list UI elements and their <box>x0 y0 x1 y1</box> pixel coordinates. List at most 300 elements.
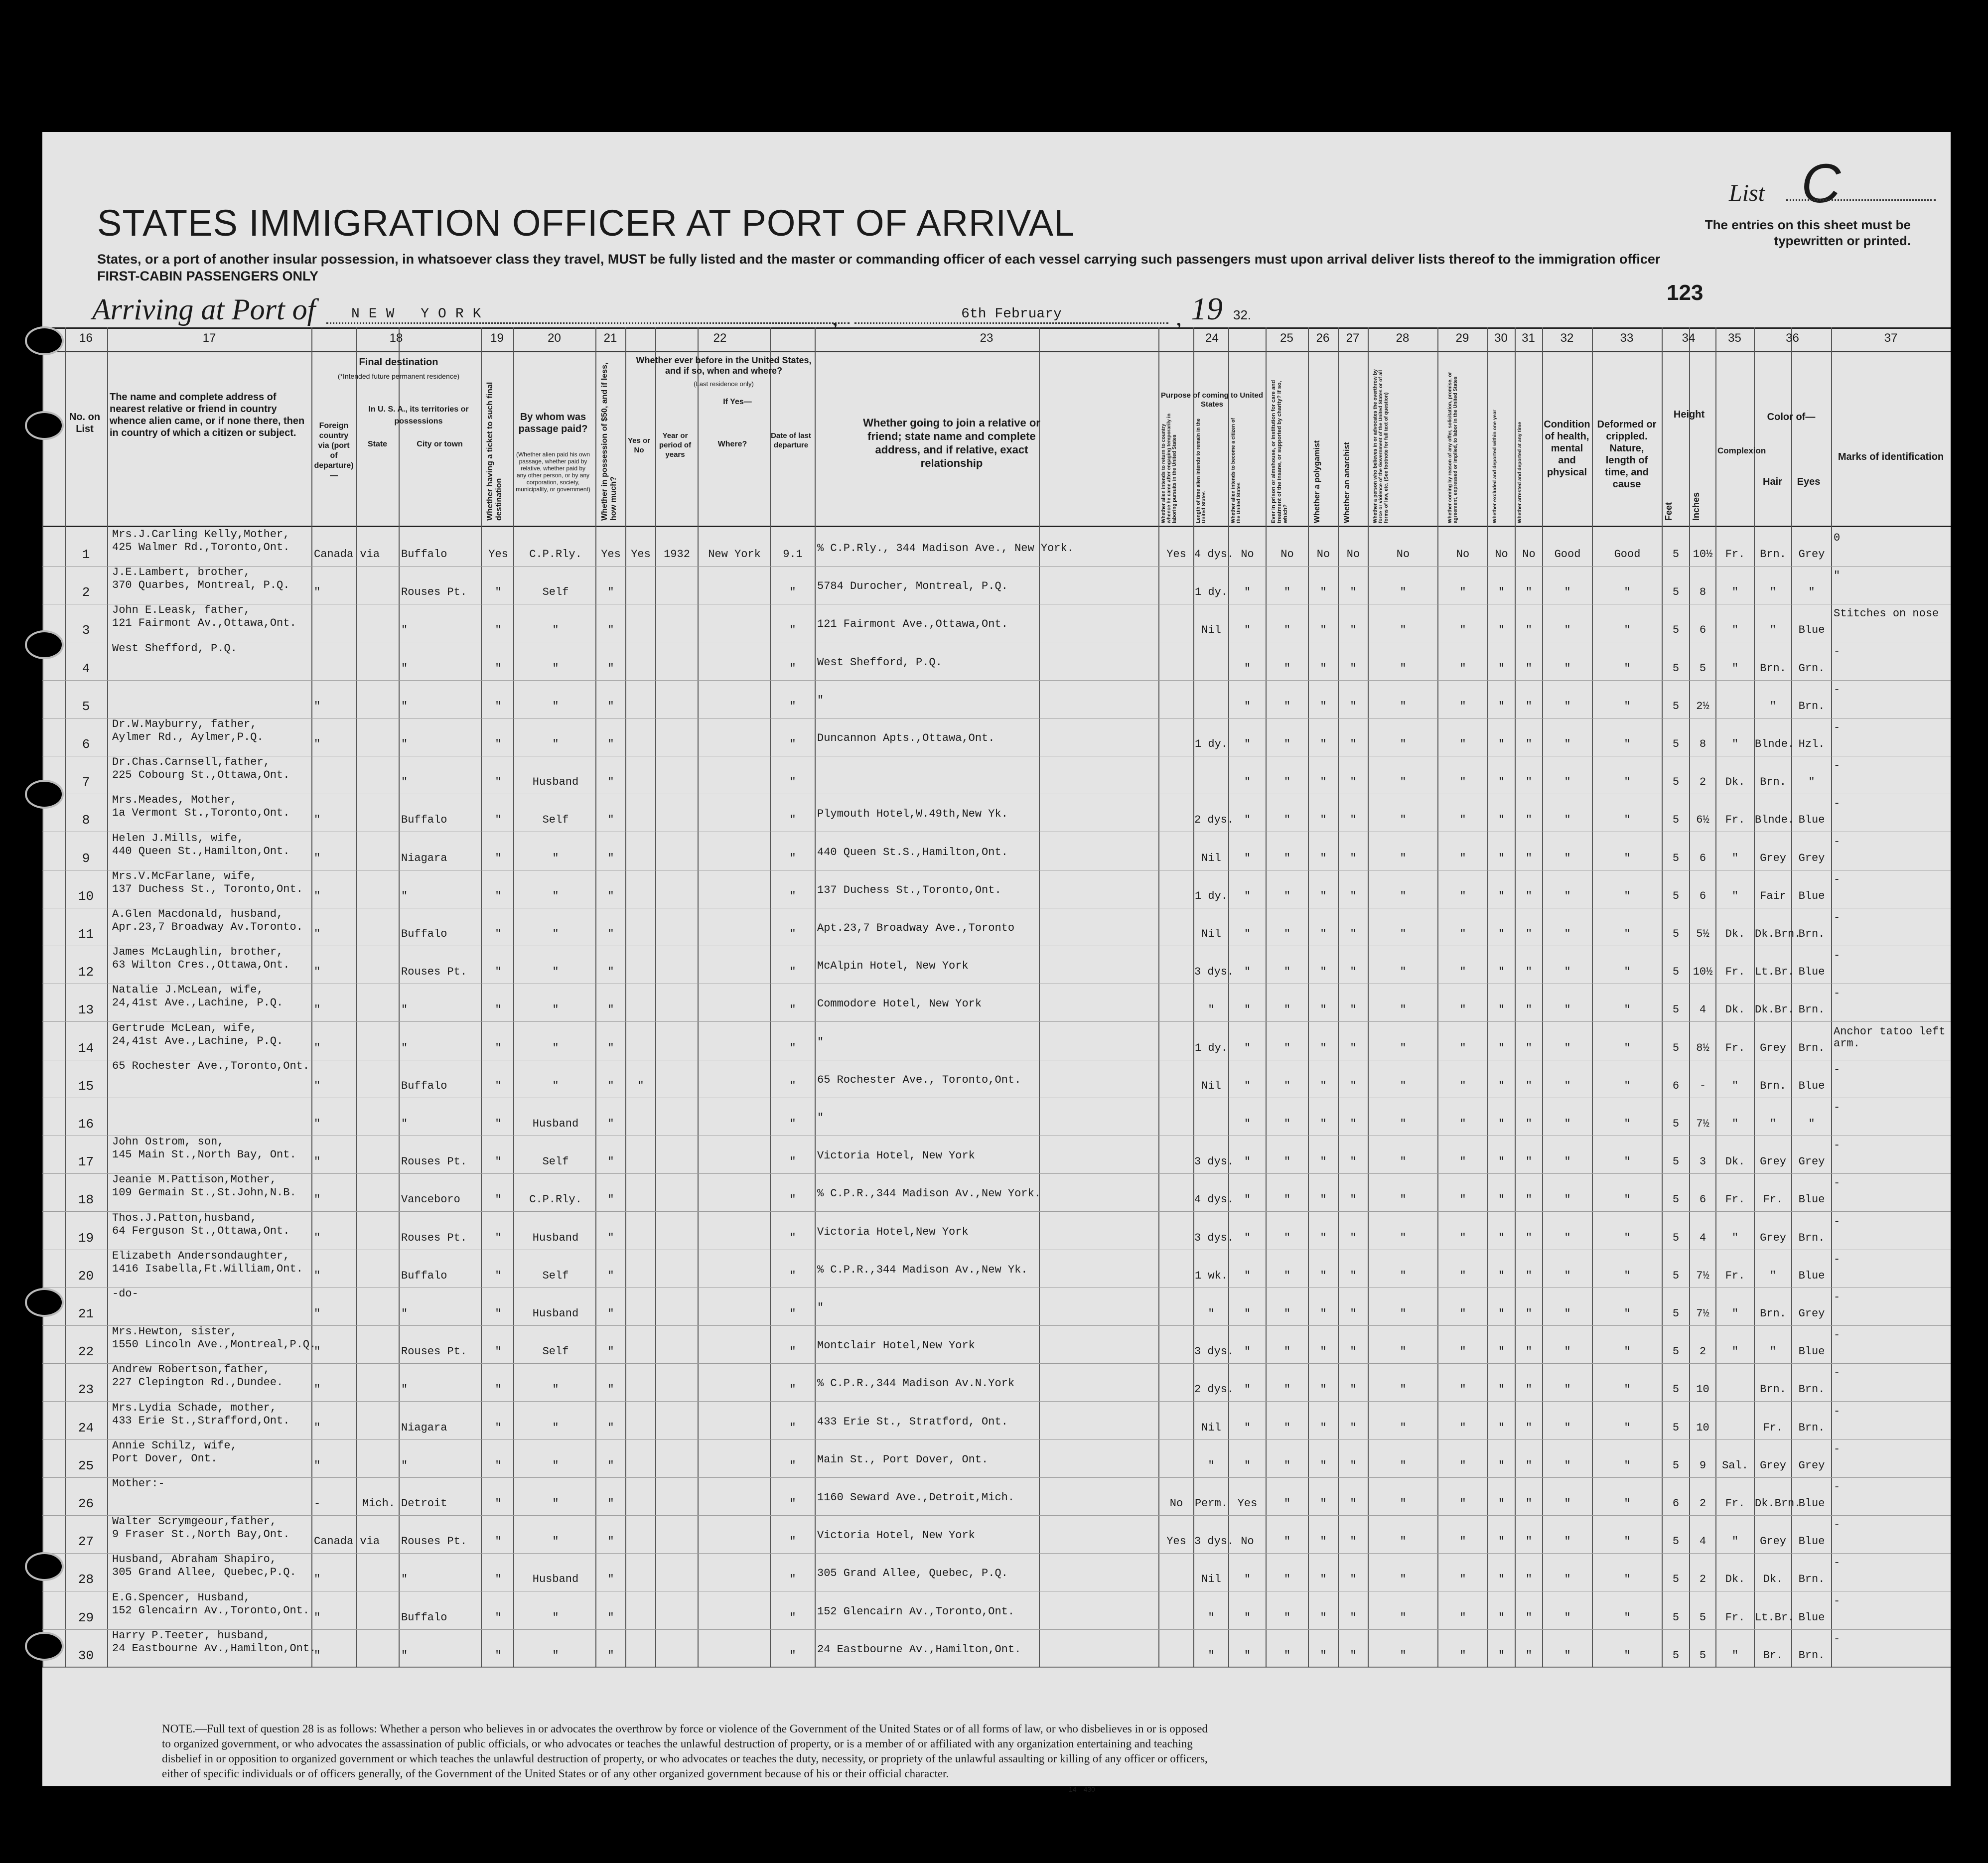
eye-color-cell: Brn. <box>1798 1649 1825 1662</box>
prison-cell: " <box>1283 1118 1291 1130</box>
city-cell: Rouses Pt. <box>401 966 467 979</box>
relative-name-cell: Mrs.J.Carling Kelly,Mother, <box>112 528 290 541</box>
hair-color-cell: Br. <box>1763 1649 1783 1662</box>
excluded-cell: " <box>1498 1573 1505 1586</box>
relative-name-cell: Mrs.Hewton, sister, <box>112 1325 237 1338</box>
polygamist-cell: " <box>1320 738 1327 750</box>
question-28-cell: " <box>1400 1421 1407 1434</box>
purpose-length-cell: 1 dy. <box>1194 586 1228 599</box>
last-departure-cell: " <box>789 1535 796 1548</box>
header-where: Where? <box>717 440 747 448</box>
foreign-country-cell: " <box>314 586 321 599</box>
purpose-citizen-cell: " <box>1244 1307 1251 1320</box>
health-cell: " <box>1564 1003 1571 1016</box>
last-departure-cell: 9.1 <box>783 548 803 561</box>
identification-marks-cell: 0 <box>1834 532 1841 544</box>
identification-marks-cell: - <box>1834 1101 1841 1114</box>
deformed-cell: Good <box>1614 548 1641 561</box>
excluded-cell: " <box>1498 852 1505 864</box>
fifty-dollars-cell: " <box>607 1041 614 1054</box>
eye-color-cell: Brn. <box>1798 1573 1825 1586</box>
hair-color-cell: Fair <box>1760 889 1786 902</box>
last-departure-cell: " <box>789 1079 796 1092</box>
header-last-residence: (Last residence only) <box>694 380 754 388</box>
relative-name-cell: J.E.Lambert, brother, <box>112 566 251 579</box>
question-28-cell: " <box>1400 852 1407 864</box>
prison-cell: " <box>1283 1459 1291 1472</box>
health-cell: " <box>1564 1611 1571 1624</box>
fifty-dollars-cell: " <box>607 1155 614 1168</box>
purpose-return-cell: Yes <box>1166 1535 1186 1548</box>
relative-name-cell: John Ostrom, son, <box>112 1136 224 1148</box>
row-number-cell: 28 <box>78 1572 94 1587</box>
arrested-cell: " <box>1525 852 1533 864</box>
height-feet-cell: 5 <box>1672 776 1680 789</box>
deformed-cell: " <box>1624 1003 1631 1016</box>
arrested-cell: " <box>1525 738 1533 750</box>
height-inches-cell: 10½ <box>1693 548 1713 561</box>
entries-note: The entries on this sheet must be typewritten or printed. <box>1704 217 1911 248</box>
eye-color-cell: Brn. <box>1798 1383 1825 1396</box>
passage-paid-cell: " <box>552 1041 559 1054</box>
city-cell: Niagara <box>401 852 447 864</box>
relative-address-cell: 9 Fraser St.,North Bay,Ont. <box>112 1528 290 1541</box>
passage-paid-cell: Self <box>542 1269 569 1282</box>
header-yes-or-no: Yes or No <box>627 436 651 454</box>
passage-paid-cell: Husband <box>532 1118 579 1130</box>
column-number: 35 <box>1728 331 1741 345</box>
table-row <box>42 1212 1951 1250</box>
ticket-cell: Yes <box>488 548 508 561</box>
complexion-cell: Fr. <box>1725 1193 1745 1206</box>
join-relative-cell: 65 Rochester Ave., Toronto,Ont. <box>817 1073 1021 1086</box>
row-number-cell: 25 <box>78 1458 94 1473</box>
last-departure-cell: " <box>789 624 796 637</box>
header-excluded: Whether excluded and deported within one year <box>1492 410 1498 523</box>
header-hair: Hair <box>1763 476 1782 487</box>
deformed-cell: " <box>1624 1269 1631 1282</box>
labor-offer-cell: " <box>1459 1155 1466 1168</box>
last-departure-cell: " <box>789 1573 796 1586</box>
header-polygamist: Whether a polygamist <box>1313 440 1321 523</box>
punch-hole <box>25 630 64 659</box>
row-number-cell: 7 <box>82 775 90 790</box>
purpose-length-cell: Perm. <box>1194 1497 1228 1510</box>
prison-cell: " <box>1283 624 1291 637</box>
purpose-citizen-cell: No <box>1241 1535 1254 1548</box>
relative-name-cell: -do- <box>112 1288 139 1300</box>
labor-offer-cell: " <box>1459 1421 1466 1434</box>
health-cell: " <box>1564 1155 1571 1168</box>
prison-cell: " <box>1283 814 1291 827</box>
arrested-cell: " <box>1525 1497 1533 1510</box>
purpose-citizen-cell: " <box>1244 662 1251 675</box>
row-number-cell: 8 <box>82 813 90 828</box>
eye-color-cell: Grn. <box>1798 662 1825 675</box>
join-relative-cell: Commodore Hotel, New York <box>817 998 982 1010</box>
fifty-dollars-cell: " <box>607 1345 614 1358</box>
table-row <box>42 1022 1951 1060</box>
excluded-cell: " <box>1498 1459 1505 1472</box>
relative-address-cell: 1416 Isabella,Ft.William,Ont. <box>112 1262 303 1275</box>
comma: , <box>832 304 838 331</box>
polygamist-cell: " <box>1320 1155 1327 1168</box>
punch-hole <box>25 780 64 809</box>
purpose-length-cell: 1 wk. <box>1194 1269 1228 1282</box>
relative-address-cell: Aylmer Rd., Aylmer,P.Q. <box>112 731 264 743</box>
labor-offer-cell: " <box>1459 1118 1466 1130</box>
excluded-cell: " <box>1498 1118 1505 1130</box>
height-feet-cell: 5 <box>1672 889 1680 902</box>
health-cell: " <box>1564 1307 1571 1320</box>
purpose-citizen-cell: " <box>1244 586 1251 599</box>
passage-paid-cell: " <box>552 966 559 979</box>
relative-name-cell: Thos.J.Patton,husband, <box>112 1211 257 1224</box>
anarchist-cell: " <box>1350 1041 1357 1054</box>
prison-cell: " <box>1283 700 1291 713</box>
polygamist-cell: " <box>1320 1193 1327 1206</box>
passage-paid-cell: " <box>552 1649 559 1662</box>
deformed-cell: " <box>1624 928 1631 940</box>
comma: , <box>1176 304 1182 331</box>
header-fifty-dollars: Whether in possession of $50, and if less, how much? <box>600 362 618 521</box>
arrested-cell: " <box>1525 1421 1533 1434</box>
excluded-cell: " <box>1498 700 1505 713</box>
anarchist-cell: " <box>1350 700 1357 713</box>
ticket-cell: " <box>495 1345 502 1358</box>
arrested-cell: " <box>1525 966 1533 979</box>
table-row <box>42 642 1951 681</box>
labor-offer-cell: " <box>1459 1269 1466 1282</box>
city-cell: Rouses Pt. <box>401 586 467 599</box>
city-cell: " <box>401 1459 408 1472</box>
polygamist-cell: " <box>1320 700 1327 713</box>
height-inches-cell: 5 <box>1699 1649 1706 1662</box>
polygamist-cell: " <box>1320 1535 1327 1548</box>
last-departure-cell: " <box>789 1611 796 1624</box>
passage-paid-cell: " <box>552 738 559 750</box>
eye-color-cell: Brn. <box>1798 700 1825 713</box>
passage-paid-cell: Husband <box>532 1573 579 1586</box>
arrested-cell: " <box>1525 1231 1533 1244</box>
passage-paid-cell: Self <box>542 814 569 827</box>
prison-cell: " <box>1283 586 1291 599</box>
city-cell: " <box>401 1649 408 1662</box>
row-number-cell: 2 <box>82 585 90 600</box>
ticket-cell: " <box>495 1573 502 1586</box>
hair-color-cell: Lt.Br. <box>1755 1611 1795 1624</box>
height-inches-cell: 6 <box>1699 1193 1706 1206</box>
health-cell: " <box>1564 1079 1571 1092</box>
anarchist-cell: " <box>1350 662 1357 675</box>
purpose-citizen-cell: " <box>1244 1079 1251 1092</box>
fifty-dollars-cell: " <box>607 1269 614 1282</box>
row-number-cell: 26 <box>78 1496 94 1511</box>
join-relative-cell: 121 Fairmont Ave.,Ottawa,Ont. <box>817 618 1008 631</box>
purpose-citizen-cell: " <box>1244 889 1251 902</box>
eye-color-cell: Grey <box>1798 548 1825 561</box>
relative-name-cell: John E.Leask, father, <box>112 604 251 617</box>
polygamist-cell: " <box>1320 776 1327 789</box>
relative-address-cell: 227 Clepington Rd.,Dundee. <box>112 1376 284 1389</box>
list-label: List <box>1729 180 1765 206</box>
complexion-cell: " <box>1731 1345 1739 1358</box>
ticket-cell: " <box>495 1649 502 1662</box>
fifty-dollars-cell: " <box>607 1383 614 1396</box>
height-inches-cell: 7½ <box>1696 1269 1709 1282</box>
foreign-country-cell: " <box>314 928 321 940</box>
column-number: 19 <box>490 331 504 345</box>
anarchist-cell: " <box>1350 1269 1357 1282</box>
eye-color-cell: Brn. <box>1798 1041 1825 1054</box>
header-marks: Marks of identification <box>1838 451 1944 462</box>
ticket-cell: " <box>495 1269 502 1282</box>
table-row <box>42 718 1951 756</box>
identification-marks-cell: - <box>1834 721 1841 734</box>
hair-color-cell: Brn. <box>1760 1307 1786 1320</box>
punch-hole <box>25 1632 64 1661</box>
polygamist-cell: No <box>1316 548 1330 561</box>
prison-cell: " <box>1283 1193 1291 1206</box>
deformed-cell: " <box>1624 776 1631 789</box>
height-feet-cell: 5 <box>1672 1383 1680 1396</box>
city-cell: " <box>401 1573 408 1586</box>
labor-offer-cell: " <box>1459 1535 1466 1548</box>
hair-color-cell: Brn. <box>1760 1079 1786 1092</box>
hair-color-cell: Fr. <box>1763 1193 1783 1206</box>
excluded-cell: " <box>1498 738 1505 750</box>
purpose-citizen-cell: Yes <box>1237 1497 1258 1510</box>
relative-name-cell: E.G.Spencer, Husband, <box>112 1591 251 1604</box>
complexion-cell: " <box>1731 1649 1739 1662</box>
labor-offer-cell: " <box>1459 586 1466 599</box>
header-final-destination: Final destination <box>359 357 438 368</box>
deformed-cell: " <box>1624 1383 1631 1396</box>
arrested-cell: " <box>1525 1307 1533 1320</box>
health-cell: " <box>1564 1383 1571 1396</box>
excluded-cell: " <box>1498 1079 1505 1092</box>
city-cell: Vanceboro <box>401 1193 460 1206</box>
relative-address-cell: 433 Erie St.,Strafford,Ont. <box>112 1414 290 1427</box>
question-28-cell: " <box>1400 624 1407 637</box>
fifty-dollars-cell: " <box>607 662 614 675</box>
ticket-cell: " <box>495 928 502 940</box>
height-inches-cell: 6 <box>1699 624 1706 637</box>
eye-color-cell: Grey <box>1798 852 1825 864</box>
height-feet-cell: 5 <box>1672 1155 1680 1168</box>
ticket-cell: " <box>495 776 502 789</box>
city-cell: Buffalo <box>401 1079 447 1092</box>
relative-address-cell: 425 Walmer Rd.,Toronto,Ont. <box>112 541 290 554</box>
height-inches-cell: 2 <box>1699 776 1706 789</box>
prison-cell: " <box>1283 966 1291 979</box>
polygamist-cell: " <box>1320 1345 1327 1358</box>
purpose-citizen-cell: " <box>1244 1383 1251 1396</box>
fifty-dollars-cell: " <box>607 586 614 599</box>
deformed-cell: " <box>1624 624 1631 637</box>
purpose-citizen-cell: " <box>1244 814 1251 827</box>
labor-offer-cell: " <box>1459 1231 1466 1244</box>
relative-address-cell: Port Dover, Ont. <box>112 1452 218 1465</box>
eye-color-cell: Hzl. <box>1798 738 1825 750</box>
identification-marks-cell: " <box>1834 570 1841 582</box>
anarchist-cell: " <box>1350 889 1357 902</box>
foreign-country-cell: " <box>314 1421 321 1434</box>
question-28-cell: " <box>1400 1269 1407 1282</box>
column-number: 36 <box>1786 331 1799 345</box>
health-cell: " <box>1564 1459 1571 1472</box>
polygamist-cell: " <box>1320 1003 1327 1016</box>
excluded-cell: No <box>1495 548 1508 561</box>
fifty-dollars-cell: " <box>607 889 614 902</box>
punch-hole <box>25 326 64 355</box>
last-departure-cell: " <box>789 1345 796 1358</box>
relative-address-cell: 63 Wilton Cres.,Ottawa,Ont. <box>112 959 290 972</box>
column-number: 16 <box>79 331 93 345</box>
relative-address-cell: 64 Ferguson St.,Ottawa,Ont. <box>112 1224 290 1237</box>
prison-cell: " <box>1283 928 1291 940</box>
header-height: Height <box>1673 409 1705 420</box>
arrested-cell: No <box>1522 548 1536 561</box>
height-inches-cell: 4 <box>1699 1231 1706 1244</box>
question-28-cell: " <box>1400 1155 1407 1168</box>
polygamist-cell: " <box>1320 1649 1327 1662</box>
prison-cell: " <box>1283 1155 1291 1168</box>
passage-paid-cell: " <box>552 1459 559 1472</box>
anarchist-cell: " <box>1350 1535 1357 1548</box>
city-cell: " <box>401 1041 408 1054</box>
arrested-cell: " <box>1525 1535 1533 1548</box>
question-28-cell: " <box>1400 814 1407 827</box>
identification-marks-cell: - <box>1834 835 1841 848</box>
ticket-cell: " <box>495 1041 502 1054</box>
relative-name-cell: Mrs.Lydia Schade, mother, <box>112 1401 277 1414</box>
join-relative-cell: Victoria Hotel, New York <box>817 1529 975 1542</box>
eye-color-cell: " <box>1808 586 1815 599</box>
polygamist-cell: " <box>1320 814 1327 827</box>
foreign-country-cell: " <box>314 700 321 713</box>
table-row <box>42 1629 1951 1668</box>
height-feet-cell: 5 <box>1672 662 1680 675</box>
health-cell: " <box>1564 1345 1571 1358</box>
deformed-cell: " <box>1624 852 1631 864</box>
relative-name-cell: Jeanie M.Pattison,Mother, <box>112 1173 277 1186</box>
complexion-cell: Dk. <box>1725 1573 1745 1586</box>
height-inches-cell: 10 <box>1696 1383 1709 1396</box>
height-inches-cell: - <box>1699 1079 1706 1092</box>
eye-color-cell: Blue <box>1798 1345 1825 1358</box>
deformed-cell: " <box>1624 586 1631 599</box>
labor-offer-cell: " <box>1459 1041 1466 1054</box>
ticket-cell: " <box>495 1155 502 1168</box>
purpose-citizen-cell: " <box>1244 1459 1251 1472</box>
purpose-citizen-cell: " <box>1244 1421 1251 1434</box>
question-28-cell: " <box>1400 1573 1407 1586</box>
height-feet-cell: 5 <box>1672 1421 1680 1434</box>
anarchist-cell: " <box>1350 776 1357 789</box>
join-relative-cell: 137 Duchess St.,Toronto,Ont. <box>817 883 1001 896</box>
hair-color-cell: Blnde. <box>1755 738 1795 750</box>
city-cell: Niagara <box>401 1421 447 1434</box>
year-cell: 1932 <box>664 548 690 561</box>
fifty-dollars-cell: Yes <box>601 548 621 561</box>
column-number: 30 <box>1494 331 1508 345</box>
header-deformed: Deformed or crippled. Nature, length of time, and cause <box>1597 419 1657 490</box>
purpose-citizen-cell: " <box>1244 1193 1251 1206</box>
hair-color-cell: Grey <box>1760 1459 1786 1472</box>
prison-cell: " <box>1283 1345 1291 1358</box>
row-number-cell: 14 <box>78 1040 94 1056</box>
anarchist-cell: " <box>1350 852 1357 864</box>
relative-address-cell: 24,41st Ave.,Lachine, P.Q. <box>112 997 284 1009</box>
purpose-length-cell: 3 dys. <box>1194 1535 1234 1548</box>
complexion-cell: " <box>1731 1535 1739 1548</box>
eye-color-cell: Blue <box>1798 966 1825 979</box>
height-feet-cell: 5 <box>1672 928 1680 940</box>
table-row <box>42 1250 1951 1288</box>
question-28-cell: " <box>1400 1193 1407 1206</box>
health-cell: " <box>1564 1573 1571 1586</box>
deformed-cell: " <box>1624 1611 1631 1624</box>
arrested-cell: " <box>1525 814 1533 827</box>
header-arrested: Whether arrested and deported at any time <box>1517 422 1523 523</box>
arrested-cell: " <box>1525 1611 1533 1624</box>
height-feet-cell: 5 <box>1672 1118 1680 1130</box>
header-passage-paid-note: (Whether alien paid his own passage, whether paid by relative, whether paid by any other person, or by any corporation, society, municipality, or government) <box>516 451 590 493</box>
question-28-cell: " <box>1400 776 1407 789</box>
fifty-dollars-cell: " <box>607 1573 614 1586</box>
hair-color-cell: Dk.Brn. <box>1755 928 1801 940</box>
purpose-length-cell: 4 dys. <box>1194 548 1234 561</box>
punch-hole <box>25 1288 64 1317</box>
city-cell: " <box>401 776 408 789</box>
anarchist-cell: " <box>1350 814 1357 827</box>
hair-color-cell: " <box>1769 586 1777 599</box>
eye-color-cell: Blue <box>1798 889 1825 902</box>
row-number-cell: 9 <box>82 851 90 866</box>
passage-paid-cell: " <box>552 1003 559 1016</box>
row-number-cell: 10 <box>78 888 94 904</box>
excluded-cell: " <box>1498 889 1505 902</box>
excluded-cell: " <box>1498 1003 1505 1016</box>
complexion-cell: Dk. <box>1725 1003 1745 1016</box>
arrested-cell: " <box>1525 1155 1533 1168</box>
join-relative-cell: 152 Glencairn Av.,Toronto,Ont. <box>817 1605 1015 1618</box>
question-28-cell: " <box>1400 928 1407 940</box>
relative-name-cell: Gertrude McLean, wife, <box>112 1021 257 1034</box>
height-inches-cell: 8½ <box>1696 1041 1709 1054</box>
excluded-cell: " <box>1498 1155 1505 1168</box>
deformed-cell: " <box>1624 814 1631 827</box>
fifty-dollars-cell: " <box>607 738 614 750</box>
purpose-citizen-cell: " <box>1244 776 1251 789</box>
header-bottom-rule <box>42 526 1951 527</box>
height-inches-cell: 6 <box>1699 889 1706 902</box>
complexion-cell: " <box>1731 889 1739 902</box>
deformed-cell: " <box>1624 1307 1631 1320</box>
row-number-cell: 23 <box>78 1382 94 1398</box>
last-departure-cell: " <box>789 1269 796 1282</box>
prison-cell: " <box>1283 852 1291 864</box>
health-cell: " <box>1564 662 1571 675</box>
arrested-cell: " <box>1525 662 1533 675</box>
table-row <box>42 946 1951 984</box>
table-row <box>42 1173 1951 1212</box>
form-number: 14—430 <box>1069 1785 1095 1793</box>
city-cell: Buffalo <box>401 1611 447 1624</box>
header-health: Condition of health, mental and physical <box>1544 419 1590 478</box>
prison-cell: " <box>1283 1231 1291 1244</box>
